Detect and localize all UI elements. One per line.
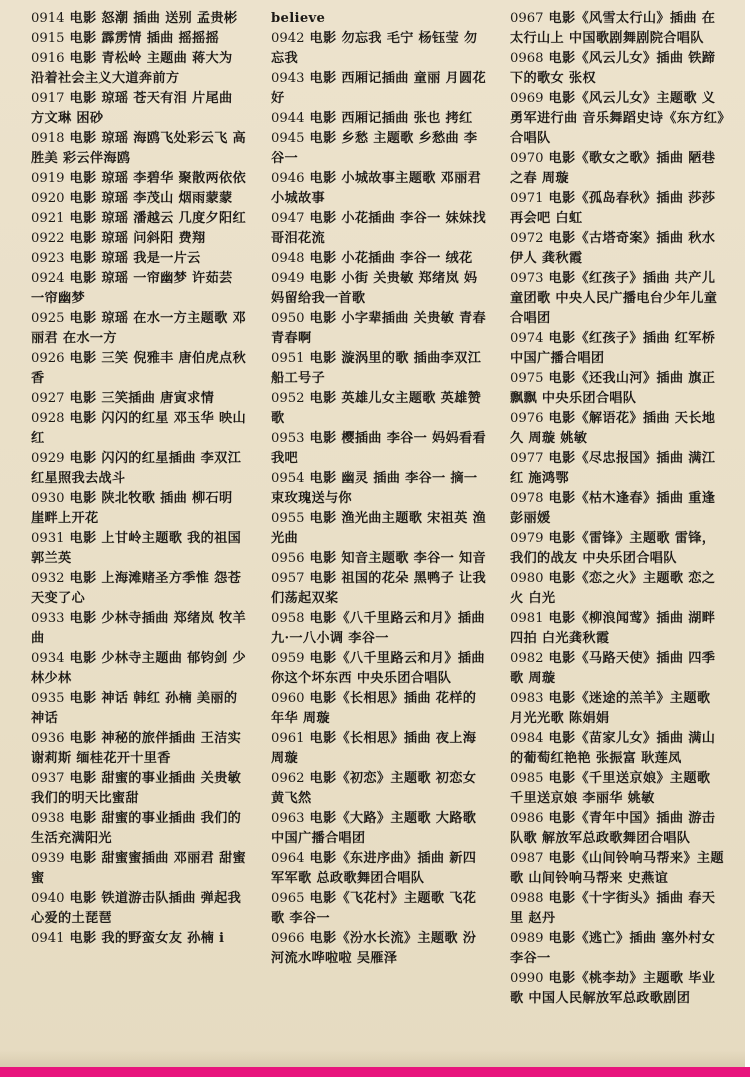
track-number: 0923 [31, 251, 65, 266]
track-number: 0972 [510, 231, 544, 246]
track-number: 0941 [31, 931, 65, 946]
list-item [31, 809, 247, 849]
list-item [271, 809, 487, 849]
track-description: 电影 闪闪的红星插曲 李双江 红星照我去战斗 [31, 451, 242, 486]
track-description: 电影 琼瑶 一帘幽梦 许茹芸 一帘幽梦 [31, 271, 233, 306]
list-item [271, 569, 487, 609]
track-description: 电影《红孩子》插曲 共产儿童团歌 中央人民广播电台少年儿童合唱团 [510, 271, 718, 326]
list-item [31, 89, 247, 129]
list-item [31, 189, 247, 209]
track-description: 电影 小字辈插曲 关贵敏 青春 青春啊 [271, 311, 486, 346]
list-item [271, 29, 487, 69]
list-item [271, 769, 487, 809]
list-item [271, 169, 487, 209]
track-description: 电影《八千里路云和月》插曲 九·一八小调 李谷一 [271, 611, 485, 646]
track-number: 0955 [271, 511, 305, 526]
track-number: 0935 [31, 691, 65, 706]
track-number: 0915 [31, 31, 65, 46]
list-item [31, 229, 247, 249]
track-description: 电影 小花插曲 李谷一 妹妹找哥泪花流 [271, 211, 486, 246]
list-item [271, 109, 487, 129]
bottom-accent-band [0, 1067, 750, 1077]
track-number: 0917 [31, 91, 65, 106]
list-item [31, 729, 247, 769]
list-item [31, 769, 247, 809]
track-description: 电影《苗家儿女》插曲 满山的葡萄红艳艳 张振富 耿莲凤 [510, 731, 716, 766]
track-number: 0927 [31, 391, 65, 406]
track-description: 电影 甜蜜蜜插曲 邓丽君 甜蜜蜜 [31, 851, 246, 886]
list-item [271, 849, 487, 889]
track-description: 电影《枯木逢春》插曲 重逢 彭丽媛 [510, 491, 716, 526]
track-description: 电影 琼瑶 海鸥飞处彩云飞 高胜美 彩云伴海鸥 [31, 131, 246, 166]
list-item [31, 849, 247, 889]
track-description: 电影《长相思》插曲 花样的年华 周璇 [271, 691, 477, 726]
list-item [31, 689, 247, 729]
track-number: 0962 [271, 771, 305, 786]
track-number: 0918 [31, 131, 65, 146]
track-number: 0925 [31, 311, 65, 326]
track-number: 0980 [510, 571, 544, 586]
track-description: 电影 怒潮 插曲 送别 孟贵彬 [69, 11, 238, 26]
list-item [31, 9, 247, 29]
track-description: 电影 幽灵 插曲 李谷一 摘一束玫瑰送与你 [271, 471, 478, 506]
track-number: 0967 [510, 11, 544, 26]
song-list-column-2 [271, 9, 487, 969]
song-list-column-1 [31, 9, 247, 949]
list-item [271, 929, 487, 969]
track-description: 电影 渔光曲主题歌 宋祖英 渔光曲 [271, 511, 486, 546]
track-number: 0981 [510, 611, 544, 626]
track-number: 0974 [510, 331, 544, 346]
track-number: 0982 [510, 651, 544, 666]
track-description: 电影 霹雳情 插曲 摇摇摇 [69, 31, 220, 46]
track-number: 0930 [31, 491, 65, 506]
list-item-continuation: believe [271, 11, 326, 26]
track-number: 0950 [271, 311, 305, 326]
list-item [31, 249, 247, 269]
list-item [31, 409, 247, 449]
track-number: 0965 [271, 891, 305, 906]
track-description: 电影《飞花村》主题歌 飞花歌 李谷一 [271, 891, 477, 926]
list-item [510, 189, 726, 229]
track-description: 电影 铁道游击队插曲 弹起我心爱的土琵琶 [31, 891, 242, 926]
track-description: 电影 琼瑶 李碧华 聚散两依依 [69, 171, 246, 186]
track-number: 0933 [31, 611, 65, 626]
list-item [271, 349, 487, 389]
track-description: 电影 漩涡里的歌 插曲李双江 船工号子 [271, 351, 482, 386]
track-description: 电影 知音主题歌 李谷一 知音 [309, 551, 486, 566]
track-description: 电影《青年中国》插曲 游击队歌 解放军总政歌舞团合唱队 [510, 811, 716, 846]
track-description: 电影 甜蜜的事业插曲 关贵敏 我们的明天比蜜甜 [31, 771, 242, 806]
track-description: 电影 琼瑶 潘越云 几度夕阳红 [69, 211, 246, 226]
track-number: 0951 [271, 351, 305, 366]
track-number: 0961 [271, 731, 305, 746]
list-item [271, 729, 487, 769]
track-description: 电影《尽忠报国》插曲 满江红 施鸿鄂 [510, 451, 716, 486]
track-description: 电影 青松岭 主题曲 蒋大为 沿着社会主义大道奔前方 [31, 51, 233, 86]
track-description: 电影 上海滩赌圣方季惟 怨苍天变了心 [31, 571, 242, 606]
track-description: 电影 琼瑶 李茂山 烟雨蒙蒙 [69, 191, 233, 206]
track-description: 电影 小城故事主题歌 邓丽君 小城故事 [271, 171, 482, 206]
track-number: 0985 [510, 771, 544, 786]
list-item [271, 69, 487, 109]
track-description: 电影《山间铃响马帮来》主题歌 山间铃响马帮来 史燕谊 [510, 851, 724, 886]
track-description: 电影 小街 关贵敏 郑绪岚 妈妈留给我一首歌 [271, 271, 478, 306]
track-description: 电影 琼瑶 问斜阳 费翔 [69, 231, 206, 246]
track-description: 电影 少林寺主题曲 郁钧剑 少林少林 [31, 651, 246, 686]
track-number: 0937 [31, 771, 65, 786]
list-item [510, 929, 726, 969]
track-description: 电影 陕北牧歌 插曲 柳石明 崖畔上开花 [31, 491, 233, 526]
list-item [271, 689, 487, 729]
list-item [271, 429, 487, 469]
track-description: 电影 闪闪的红星 邓玉华 映山红 [31, 411, 246, 446]
track-description: 电影 上甘岭主题歌 我的祖国 郭兰英 [31, 531, 242, 566]
track-description: 电影《千里送京娘》主题歌 千里送京娘 李丽华 姚敏 [510, 771, 711, 806]
list-item [31, 169, 247, 189]
track-description: 电影《十字街头》插曲 春天里 赵丹 [510, 891, 716, 926]
list-item [271, 549, 487, 569]
track-description: 电影 三笑 倪雅丰 唐伯虎点秋香 [31, 351, 246, 386]
track-description: 电影《马路天使》插曲 四季歌 周璇 [510, 651, 716, 686]
list-item [510, 569, 726, 609]
track-description: 电影《迷途的羔羊》主题歌 月光光歌 陈娟娟 [510, 691, 711, 726]
track-number: 0989 [510, 931, 544, 946]
list-item [510, 449, 726, 489]
list-item [31, 49, 247, 89]
list-item [510, 89, 726, 149]
list-item [510, 9, 726, 49]
track-description: 电影 少林寺插曲 郑绪岚 牧羊曲 [31, 611, 246, 646]
track-number: 0939 [31, 851, 65, 866]
track-number: 0976 [510, 411, 544, 426]
track-number: 0988 [510, 891, 544, 906]
track-description: 电影《风云儿女》插曲 铁蹄下的歌女 张权 [510, 51, 716, 86]
list-item [510, 529, 726, 569]
track-number: 0940 [31, 891, 65, 906]
track-number: 0990 [510, 971, 544, 986]
track-description: 电影《红孩子》插曲 红军桥 中国广播合唱团 [510, 331, 716, 366]
track-description: 电影《歌女之歌》插曲 陋巷之春 周璇 [510, 151, 716, 186]
list-item [31, 389, 247, 409]
track-description: 电影《长相思》插曲 夜上海 周璇 [271, 731, 477, 766]
list-item [271, 389, 487, 429]
list-item [31, 129, 247, 169]
list-item [271, 129, 487, 169]
track-number: 0931 [31, 531, 65, 546]
list-item [31, 449, 247, 489]
list-item [510, 769, 726, 809]
track-number: 0945 [271, 131, 305, 146]
track-number: 0922 [31, 231, 65, 246]
track-number: 0958 [271, 611, 305, 626]
track-number: 0978 [510, 491, 544, 506]
track-number: 0944 [271, 111, 305, 126]
list-item [510, 329, 726, 369]
track-description: 电影《大路》主题歌 大路歌 中国广播合唱团 [271, 811, 477, 846]
list-item [31, 649, 247, 689]
list-item [510, 729, 726, 769]
track-description: 电影 西厢记插曲 张也 拷红 [309, 111, 473, 126]
list-item [271, 209, 487, 249]
track-description: 电影 神秘的旅伴插曲 王洁实 谢莉斯 缅桂花开十里香 [31, 731, 242, 766]
list-item [510, 689, 726, 729]
list-item [271, 649, 487, 689]
track-description: 电影 樱插曲 李谷一 妈妈看看我吧 [271, 431, 486, 466]
track-description: 电影《汾水长流》主题歌 汾河流水哗啦啦 吴雁泽 [271, 931, 477, 966]
list-item [510, 969, 726, 1009]
track-number: 0983 [510, 691, 544, 706]
list-item [510, 649, 726, 689]
list-item [510, 229, 726, 269]
track-description: 电影 乡愁 主题歌 乡愁曲 李谷一 [271, 131, 478, 166]
list-item [510, 849, 726, 889]
track-number: 0971 [510, 191, 544, 206]
track-number: 0920 [31, 191, 65, 206]
track-description: 电影《风云儿女》主题歌 义勇军进行曲 音乐舞蹈史诗《东方红》合唱队 [510, 91, 725, 146]
track-number: 0943 [271, 71, 305, 86]
track-description: 电影 英雄儿女主题歌 英雄赞歌 [271, 391, 482, 426]
track-number: 0963 [271, 811, 305, 826]
track-number: 0957 [271, 571, 305, 586]
page-bottom-shadow [0, 1050, 745, 1067]
track-number: 0921 [31, 211, 65, 226]
track-description: 电影 琼瑶 苍天有泪 片尾曲 方文琳 困砂 [31, 91, 233, 126]
list-item [271, 249, 487, 269]
track-number: 0942 [271, 31, 305, 46]
track-description: 电影 西厢记插曲 童丽 月圆花好 [271, 71, 486, 106]
list-item [31, 609, 247, 649]
track-number: 0984 [510, 731, 544, 746]
track-description: 电影 琼瑶 我是一片云 [69, 251, 201, 266]
list-item [31, 209, 247, 229]
track-description: 电影《孤岛春秋》插曲 莎莎再会吧 白虹 [510, 191, 716, 226]
track-number: 0934 [31, 651, 65, 666]
track-number: 0946 [271, 171, 305, 186]
track-number: 0948 [271, 251, 305, 266]
track-number: 0969 [510, 91, 544, 106]
track-description: 电影 三笑插曲 唐寅求情 [69, 391, 215, 406]
track-description: 电影《雷锋》主题歌 雷锋，我们的战友 中央乐团合唱队 [510, 531, 716, 566]
track-number: 0964 [271, 851, 305, 866]
list-item [31, 309, 247, 349]
list-item [510, 489, 726, 529]
list-item [31, 489, 247, 529]
track-number: 0956 [271, 551, 305, 566]
track-number: 0938 [31, 811, 65, 826]
track-number: 0975 [510, 371, 544, 386]
list-item [271, 469, 487, 509]
track-description: 电影《还我山河》插曲 旗正飘飘 中央乐团合唱队 [510, 371, 716, 406]
song-list-column-3 [510, 9, 726, 1009]
track-number: 0952 [271, 391, 305, 406]
track-description: 电影 甜蜜的事业插曲 我们的生活充满阳光 [31, 811, 242, 846]
list-item [510, 809, 726, 849]
track-description: 电影《风雪太行山》插曲 在太行山上 中国歌剧舞剧院合唱队 [510, 11, 716, 46]
track-number: 0966 [271, 931, 305, 946]
track-description: 电影 勿忘我 毛宁 杨钰莹 勿忘我 [271, 31, 478, 66]
list-item [31, 29, 247, 49]
track-number: 0932 [31, 571, 65, 586]
track-number: 0928 [31, 411, 65, 426]
track-number: 0919 [31, 171, 65, 186]
list-item [510, 889, 726, 929]
track-description: 电影 神话 韩红 孙楠 美丽的神话 [31, 691, 238, 726]
track-number: 0954 [271, 471, 305, 486]
track-number: 0987 [510, 851, 544, 866]
list-item [510, 49, 726, 89]
track-number: 0968 [510, 51, 544, 66]
list-item [271, 609, 487, 649]
track-number: 0960 [271, 691, 305, 706]
track-number: 0977 [510, 451, 544, 466]
list-item [271, 309, 487, 349]
list-item [510, 369, 726, 409]
list-item [31, 269, 247, 309]
track-description: 电影《桃李劫》主题歌 毕业歌 中国人民解放军总政歌剧团 [510, 971, 716, 1006]
track-description: 电影《恋之火》主题歌 恋之火 白光 [510, 571, 716, 606]
list-item [31, 529, 247, 569]
list-item [510, 409, 726, 449]
track-number: 0973 [510, 271, 544, 286]
track-description: 电影 祖国的花朵 黑鸭子 让我们荡起双桨 [271, 571, 486, 606]
track-description: 电影《八千里路云和月》插曲 你这个坏东西 中央乐团合唱队 [271, 651, 485, 686]
track-description: 电影《初恋》主题歌 初恋女 黄飞然 [271, 771, 477, 806]
track-description: 电影 琼瑶 在水一方主题歌 邓丽君 在水一方 [31, 311, 246, 346]
list-item [510, 269, 726, 329]
track-number: 0970 [510, 151, 544, 166]
track-description: 电影《古塔奇案》插曲 秋水伊人 龚秋霞 [510, 231, 716, 266]
list-item [31, 929, 247, 949]
list-item [271, 269, 487, 309]
list-item [31, 349, 247, 389]
track-number: 0916 [31, 51, 65, 66]
track-number: 0986 [510, 811, 544, 826]
track-description: 电影《东进序曲》插曲 新四军军歌 总政歌舞团合唱队 [271, 851, 477, 886]
track-number: 0926 [31, 351, 65, 366]
track-number: 0979 [510, 531, 544, 546]
list-item [271, 889, 487, 929]
list-item [510, 609, 726, 649]
track-number: 0924 [31, 271, 65, 286]
track-description: 电影 我的野蛮女友 孙楠 i [69, 931, 225, 946]
list-item [271, 509, 487, 549]
track-number: 0959 [271, 651, 305, 666]
track-description: 电影 小花插曲 李谷一 绒花 [309, 251, 473, 266]
track-number: 0949 [271, 271, 305, 286]
track-number: 0947 [271, 211, 305, 226]
list-item [31, 889, 247, 929]
track-number: 0929 [31, 451, 65, 466]
track-number: 0936 [31, 731, 65, 746]
track-number: 0953 [271, 431, 305, 446]
track-description: 电影《柳浪闻莺》插曲 湖畔四拍 白光龚秋霞 [510, 611, 716, 646]
list-item [31, 569, 247, 609]
track-description: 电影《逃亡》插曲 塞外村女 李谷一 [510, 931, 716, 966]
track-description: 电影《解语花》插曲 天长地久 周璇 姚敏 [510, 411, 716, 446]
track-number: 0914 [31, 11, 65, 26]
list-item [510, 149, 726, 189]
